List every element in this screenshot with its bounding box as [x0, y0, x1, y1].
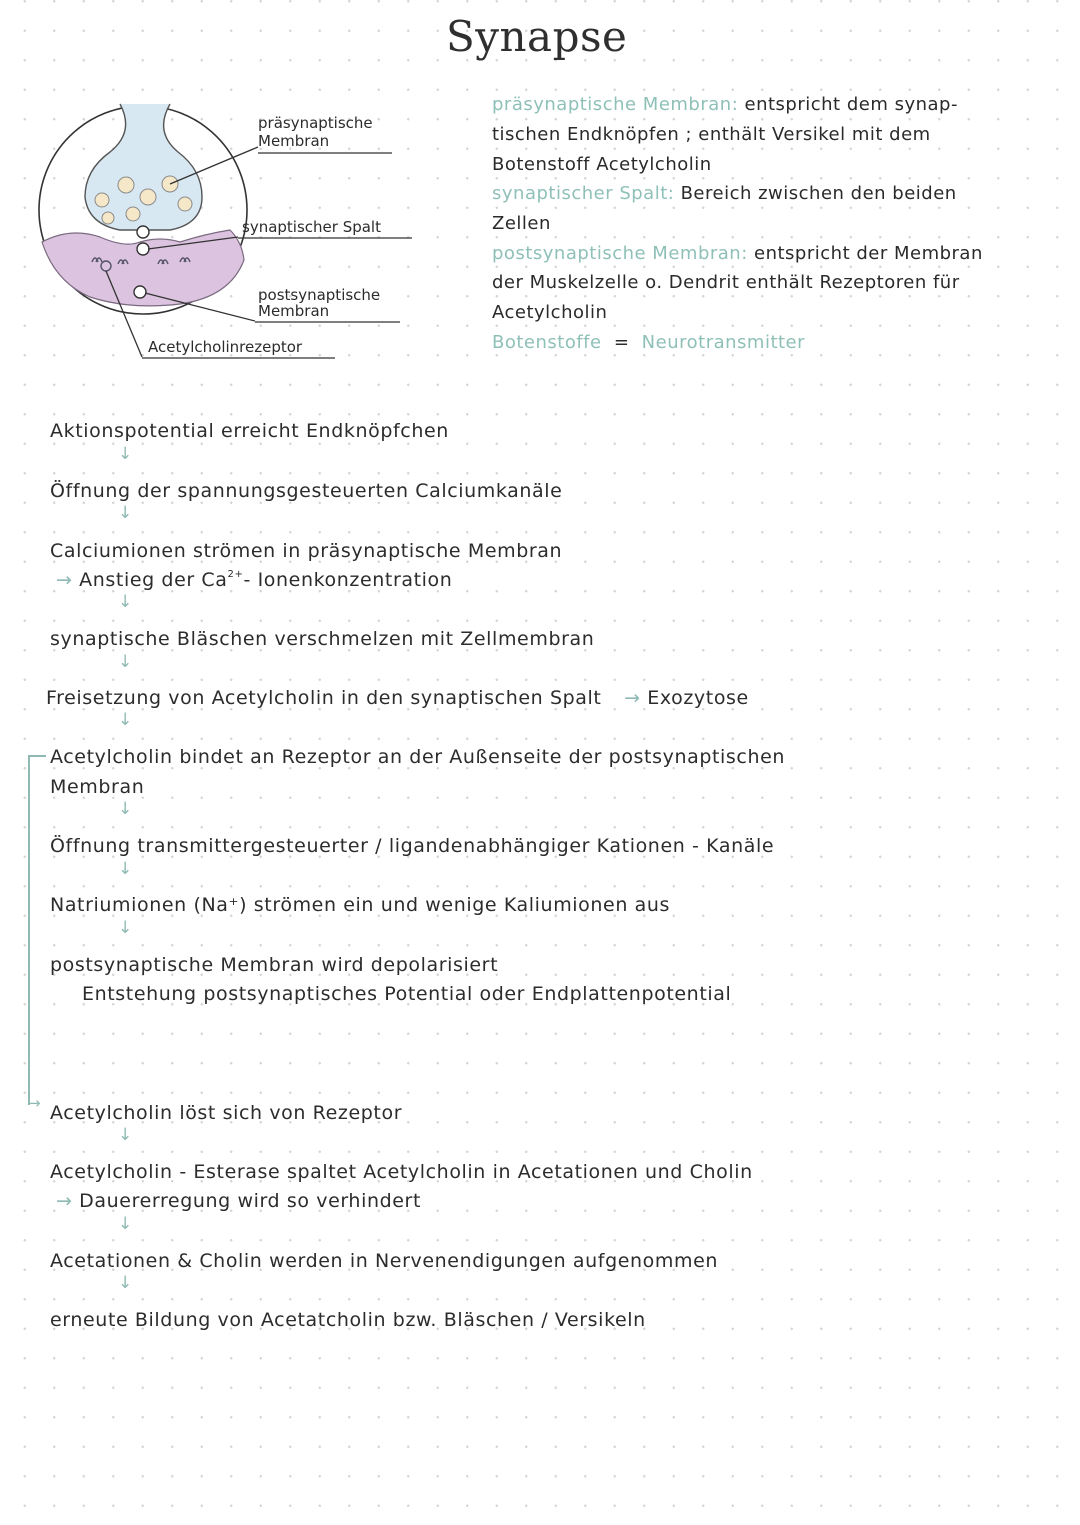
- definition-presynaptic-line3: Botenstoff Acetylcholin: [492, 154, 712, 175]
- definition-postsynaptic-term: postsynaptische Membran:: [492, 243, 748, 264]
- definition-presynaptic-term: präsynaptische Membran:: [492, 94, 739, 115]
- step-depolarization: postsynaptische Membran wird depolarisiert: [50, 954, 499, 976]
- label-presynaptic-line1: präsynaptische: [258, 114, 373, 132]
- definition-messenger-text: Neurotransmitter: [641, 332, 806, 353]
- down-arrow-icon: ↓: [118, 1273, 133, 1293]
- down-arrow-icon: ↓: [118, 503, 133, 523]
- definition-postsynaptic-line1: postsynaptische Membran: entspricht der Membran: [492, 243, 983, 264]
- down-arrow-icon: ↓: [118, 710, 133, 730]
- label-synaptic-cleft: synaptischer Spalt: [242, 218, 381, 236]
- definition-messenger-term: Botenstoffe: [492, 332, 602, 353]
- right-arrow-icon: →: [56, 1190, 73, 1212]
- definition-cleft-term: synaptischer Spalt:: [492, 183, 675, 204]
- step-prevent-excitation: → Dauererregung wird so verhindert: [56, 1190, 422, 1212]
- down-arrow-icon: ↓: [118, 444, 133, 464]
- step-reuptake: Acetationen & Cholin werden in Nervenendigungen aufgenommen: [50, 1250, 719, 1272]
- definition-postsynaptic-line2: der Muskelzelle o. Dendrit enthält Rezeptoren für: [492, 272, 960, 293]
- definition-cleft-line2: Zellen: [492, 213, 551, 234]
- label-presynaptic-line2: Membran: [258, 132, 330, 150]
- exocytosis-label: Exozytose: [647, 687, 749, 709]
- down-arrow-icon: ↓: [118, 652, 133, 672]
- right-arrow-icon: →: [624, 687, 641, 709]
- step-resynthesis: erneute Bildung von Acetatcholin bzw. Bläschen / Versikeln: [50, 1309, 646, 1331]
- down-arrow-icon: ↓: [118, 1214, 133, 1234]
- down-arrow-icon: ↓: [118, 859, 133, 879]
- bracket-right-arrow-icon: →: [28, 1094, 41, 1112]
- right-arrow-icon: →: [56, 569, 73, 591]
- step-calcium-concentration: → Anstieg der $Ca^{2+}-$ Ionenkonzentration: [56, 569, 453, 591]
- step-cation-channels: Öffnung transmittergesteuerter / ligandenabhängiger Kationen - Kanäle: [50, 835, 775, 857]
- step-binding-line1: Acetylcholin bindet an Rezeptor an der Außenseite der postsynaptischen: [50, 746, 786, 768]
- label-postsynaptic-line1: postsynaptische: [258, 286, 381, 304]
- down-arrow-icon: ↓: [118, 1125, 133, 1145]
- page-title: Synapse: [446, 12, 628, 61]
- label-postsynaptic-line2: Membran: [258, 302, 330, 320]
- label-acetylcholine-receptor: Acetylcholinrezeptor: [148, 338, 303, 356]
- definition-presynaptic-line2: tischen Endknöpfen ; enthält Versikel mit dem: [492, 124, 931, 145]
- down-arrow-icon: ↓: [118, 592, 133, 612]
- definition-messenger: Botenstoffe = Neurotransmitter: [492, 332, 806, 353]
- step-detach: Acetylcholin löst sich von Rezeptor: [50, 1102, 403, 1124]
- step-esterase: Acetylcholin - Esterase spaltet Acetylcholin in Acetationen und Cholin: [50, 1161, 753, 1183]
- bracket-top-line: [28, 755, 46, 757]
- step-release: Freisetzung von Acetylcholin in den synaptischen Spalt → Exozytose: [46, 687, 749, 709]
- step-vesicle-fusion: synaptische Bläschen verschmelzen mit Zellmembran: [50, 628, 595, 650]
- bracket-vertical-line: [28, 755, 30, 1105]
- definition-presynaptic-line1: präsynaptische Membran: entspricht dem synap-: [492, 94, 958, 115]
- step-ion-flow: Natriumionen (Na⁺) strömen ein und wenige Kaliumionen aus: [50, 894, 671, 916]
- step-calcium-channels: Öffnung der spannungsgesteuerten Calciumkanäle: [50, 480, 563, 502]
- step-action-potential: Aktionspotential erreicht Endknöpfchen: [50, 420, 449, 442]
- step-potential: Entstehung postsynaptisches Potential oder Endplattenpotential: [82, 983, 732, 1005]
- step-binding-line2: Membran: [50, 776, 145, 798]
- down-arrow-icon: ↓: [118, 799, 133, 819]
- step-calcium-influx: Calciumionen strömen in präsynaptische Membran: [50, 540, 563, 562]
- definition-cleft-line1: synaptischer Spalt: Bereich zwischen den beiden: [492, 183, 957, 204]
- definition-postsynaptic-line3: Acetylcholin: [492, 302, 608, 323]
- down-arrow-icon: ↓: [118, 918, 133, 938]
